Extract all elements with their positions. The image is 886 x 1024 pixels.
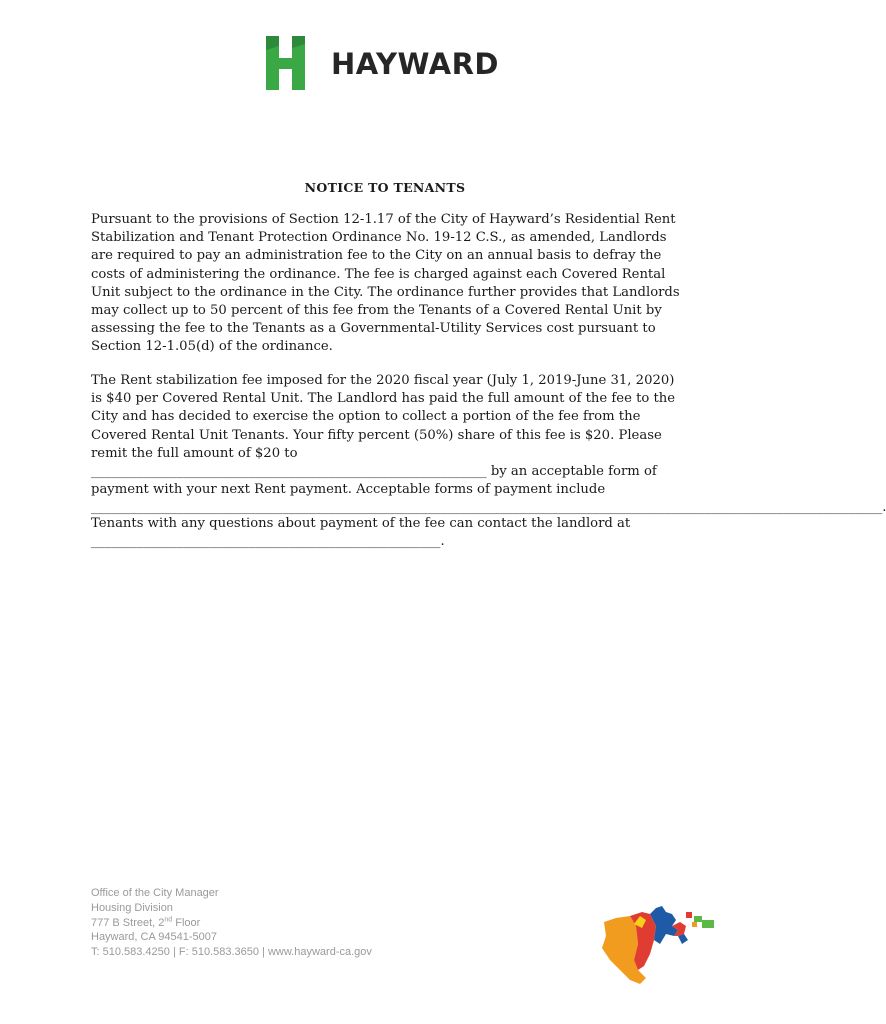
city-map-icon [594,904,718,986]
logo-wordmark: HAYWARD [331,47,499,81]
payment-forms-blank: ________________________________________________________________________________________________________________________ [91,500,883,516]
paragraph-fee-provisions: Pursuant to the provisions of Section 12-1.17 of the City of Hayward’s Residential Rent Stabilization and Tenant Protection Ordinance No. 19-12 C.S., as amended, Landlords are required to pay an administration fee to the City on an annual basis to defray the costs of administering the ordinance. The fee is charged against each Covered Rental Unit subject to the ordinance in the City. The ordinance further provides that Landlords may collect up to 50 percent of this fee from the Tenants of a Covered Rental Unit by assessing the fee to the Tenants as a Governmental-Utility Services cost pursuant to Section 12-1.05(d) of the ordinance. [91,212,680,355]
paragraph-contact [91,515,681,551]
footer-city: Hayward, CA 94541-5007 [91,931,217,944]
paragraph-text: . [440,534,445,550]
paragraph-text: Tenants with any questions about payment of the fee can contact the landlord at [91,516,631,531]
hayward-logo [264,34,504,92]
footer-contact: T: 510.583.4250 | F: 510.583.3650 | www.hayward-ca.gov [91,946,372,959]
paragraph-text [882,500,886,515]
hayward-h-logo-icon [264,34,322,92]
paragraph-text: by an acceptable form of payment with your next Rent payment. Acceptable forms of payment include [91,464,657,498]
footer-street: 777 B Street, 2nd Floor [91,915,201,929]
footer-office: Office of the City Manager [91,887,219,899]
paragraph-text: The Rent stabilization fee imposed for the 2020 fiscal year (July 1, 2019-June 31, 2020) is $40 per Covered Rental Unit. The Landlord has paid the full amount of the fee to the City and has decided to exercise the option to collect a portion of the fee from the Covered Rental Unit Tenants. Your fifty percent (50%) share of this fee is $20. Please remit the full amount of $20 to [91,373,676,461]
document-title: NOTICE TO TENANTS [304,180,466,195]
landlord-contact-blank: _____________________________________________________ [91,534,441,550]
paragraph-fee-amount [91,372,883,518]
footer-address [91,886,372,960]
footer-division: Housing Division [91,901,173,914]
remit-to-blank: ____________________________________________________________ [91,464,487,480]
